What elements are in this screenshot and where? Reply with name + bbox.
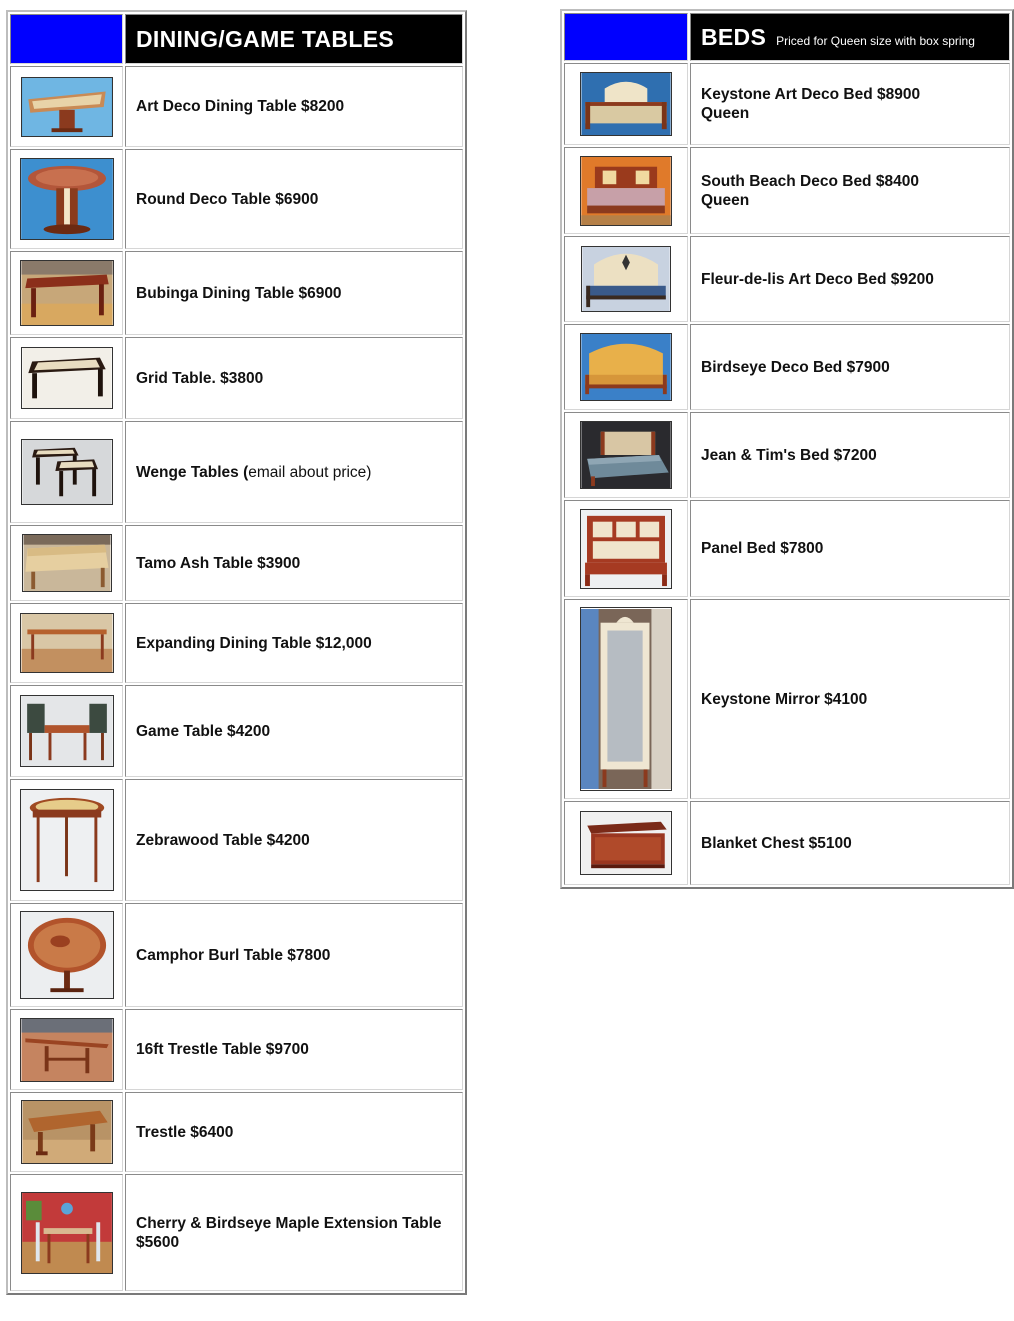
dining-title: DINING/GAME TABLES: [136, 25, 394, 52]
dining-item-name[interactable]: Art Deco Dining Table $8200: [125, 66, 463, 147]
beds-table: [560, 9, 1014, 889]
round-deco-table-photo[interactable]: [20, 158, 114, 240]
beds-header-blue-block: [564, 13, 688, 61]
beds-item-name[interactable]: Keystone Mirror $4100: [690, 599, 1010, 799]
panel-bed-photo[interactable]: [580, 509, 672, 589]
beds-item-name[interactable]: Birdseye Deco Bed $7900: [690, 324, 1010, 410]
beds-header: [690, 13, 1010, 61]
dining-item-name[interactable]: 16ft Trestle Table $9700: [125, 1009, 463, 1090]
dining-item-name[interactable]: Game Table $4200: [125, 685, 463, 777]
trestle-table-photo[interactable]: [21, 1100, 113, 1164]
bed-size: Queen: [701, 105, 750, 122]
beds-item-name[interactable]: Blanket Chest $5100: [690, 801, 1010, 885]
dining-item-name[interactable]: Trestle $6400: [125, 1092, 463, 1172]
beds-subtitle: Priced for Queen size with box spring: [776, 33, 975, 48]
dining-header-blue-block: [10, 14, 123, 64]
blanket-chest-photo[interactable]: [580, 811, 672, 875]
trestle-table-16ft-photo[interactable]: [20, 1018, 114, 1082]
bed-name: Keystone Art Deco Bed $8900: [701, 86, 921, 103]
birdseye-deco-bed-photo[interactable]: [580, 333, 672, 401]
beds-item-name[interactable]: Panel Bed $7800: [690, 500, 1010, 597]
dining-item-name[interactable]: Expanding Dining Table $12,000: [125, 603, 463, 683]
jean-tims-bed-photo[interactable]: [580, 421, 672, 489]
dining-item-name[interactable]: Zebrawood Table $4200: [125, 779, 463, 901]
wenge-tables-photo[interactable]: [21, 439, 113, 505]
dining-item-name[interactable]: Bubinga Dining Table $6900: [125, 251, 463, 335]
dining-header: [125, 14, 463, 64]
beds-item-name[interactable]: Jean & Tim's Bed $7200: [690, 412, 1010, 498]
cherry-birdseye-extension-table-photo[interactable]: [21, 1192, 113, 1274]
expanding-dining-table-photo[interactable]: [20, 613, 114, 673]
dining-item-name[interactable]: Grid Table. $3800: [125, 337, 463, 419]
tamo-ash-table-photo[interactable]: [22, 534, 112, 592]
art-deco-dining-table-photo[interactable]: [21, 77, 113, 137]
keystone-mirror-photo[interactable]: [580, 607, 672, 791]
dining-item-name[interactable]: Round Deco Table $6900: [125, 149, 463, 249]
bed-name: South Beach Deco Bed $8400: [701, 172, 919, 190]
dining-item-name[interactable]: Camphor Burl Table $7800: [125, 903, 463, 1007]
keystone-art-deco-bed-photo[interactable]: [580, 72, 672, 136]
beds-item-name[interactable]: [690, 147, 1010, 234]
zebrawood-table-photo[interactable]: [20, 789, 114, 891]
camphor-burl-table-photo[interactable]: [20, 911, 114, 999]
beds-item-name[interactable]: [690, 63, 1010, 145]
beds-title: BEDS: [701, 23, 767, 50]
dining-item-name[interactable]: Tamo Ash Table $3900: [125, 525, 463, 601]
wenge-name: Wenge Tables (: [136, 463, 249, 481]
dining-item-name[interactable]: [125, 421, 463, 523]
dining-tables-table: [6, 10, 467, 1295]
bed-size: Queen: [701, 191, 750, 209]
south-beach-deco-bed-photo[interactable]: [580, 156, 672, 226]
game-table-photo[interactable]: [20, 695, 114, 767]
fleur-de-lis-bed-photo[interactable]: [581, 246, 671, 312]
dining-item-name[interactable]: Cherry & Birdseye Maple Extension Table $5600: [125, 1174, 463, 1291]
bubinga-dining-table-photo[interactable]: [20, 260, 114, 326]
beds-item-name[interactable]: Fleur-de-lis Art Deco Bed $9200: [690, 236, 1010, 322]
wenge-price-note: email about price): [248, 463, 372, 481]
grid-table-photo[interactable]: [21, 347, 113, 409]
